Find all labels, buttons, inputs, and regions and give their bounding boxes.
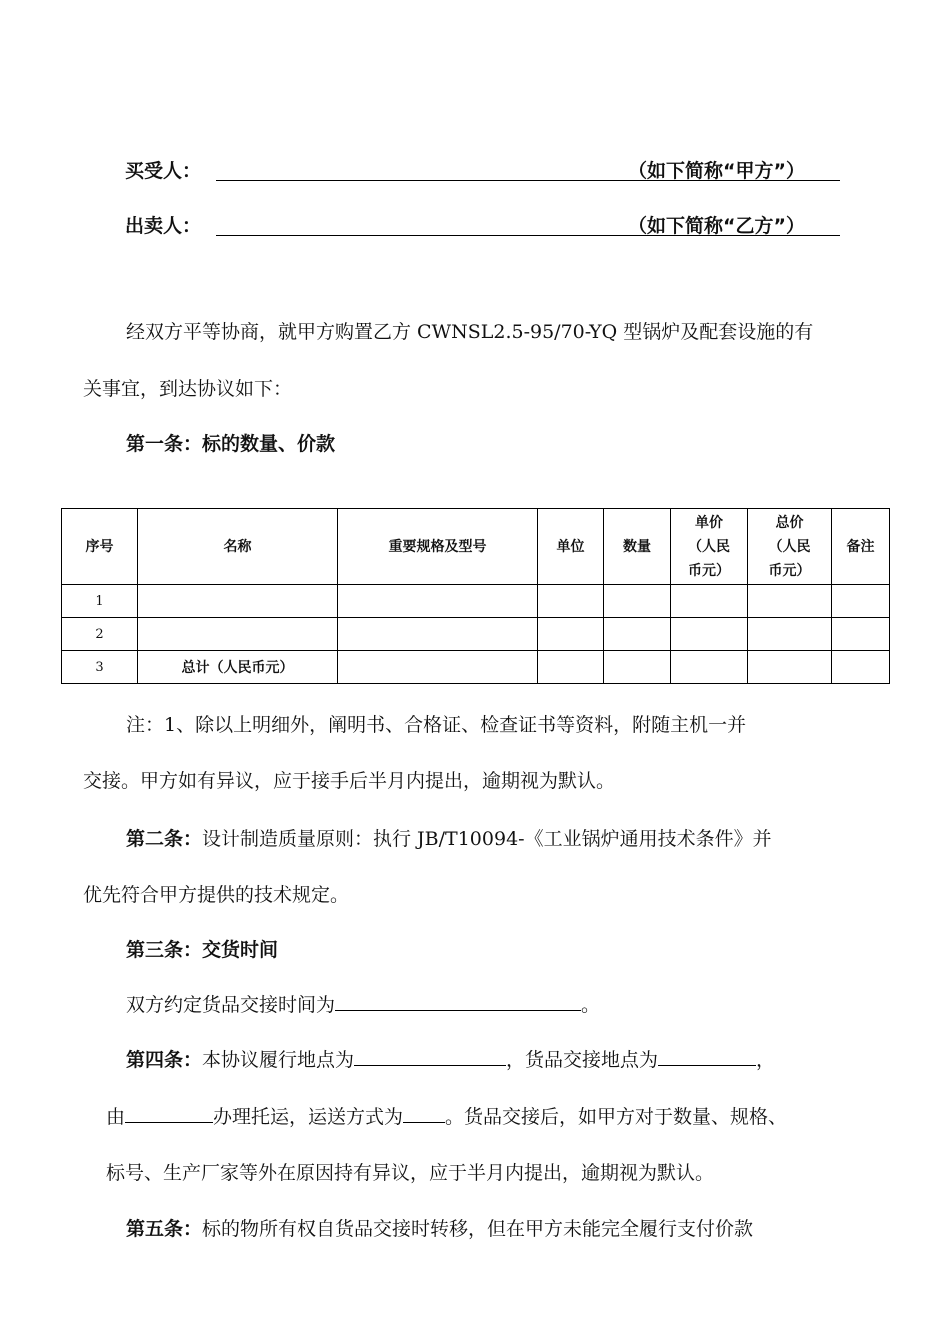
cell-unit-price[interactable] xyxy=(671,618,748,651)
article-2-label: 第二条： xyxy=(126,828,203,850)
cell-qty[interactable] xyxy=(604,585,671,618)
header-unit-price xyxy=(671,509,748,585)
header-remark: 备注 xyxy=(832,509,890,585)
article-4-line-1 xyxy=(126,1045,775,1072)
header-unit-price-line2: （人民 xyxy=(688,538,730,555)
article-4-text-2c: 。货品交接后，如甲方对于数量、规格、 xyxy=(445,1106,788,1128)
header-total-price-line3: 币元） xyxy=(768,562,811,579)
article-4-text-1b: ，货品交接地点为 xyxy=(506,1049,659,1071)
article-4-text-2a: 由 xyxy=(106,1106,126,1128)
buyer-note: （如下简称“甲方”） xyxy=(628,160,805,182)
seller-label: 出卖人： xyxy=(125,215,202,237)
article-3-line xyxy=(126,990,600,1017)
header-name: 名称 xyxy=(138,509,338,585)
cell-name[interactable] xyxy=(138,585,338,618)
delivery-time-blank[interactable] xyxy=(335,1009,581,1011)
article-3-title: 第三条：交货时间 xyxy=(126,939,279,961)
header-unit: 单位 xyxy=(538,509,604,585)
table-row xyxy=(62,585,890,618)
cell-unit[interactable] xyxy=(538,585,604,618)
cell-remark[interactable] xyxy=(832,585,890,618)
cell-spec[interactable] xyxy=(338,618,538,651)
article-3-end: 。 xyxy=(581,994,601,1016)
table-row xyxy=(62,618,890,651)
article-5-label: 第五条： xyxy=(126,1218,203,1240)
cell-seq: 1 xyxy=(62,585,138,618)
delivery-place-blank[interactable] xyxy=(658,1064,756,1066)
article-2-line-1 xyxy=(126,824,772,851)
cell-unit-price[interactable] xyxy=(671,651,748,684)
header-spec: 重要规格及型号 xyxy=(338,509,538,585)
article-2-text-1: 设计制造质量原则：执行 JB/T10094-《工业锅炉通用技术条件》并 xyxy=(202,828,772,850)
header-qty: 数量 xyxy=(604,509,671,585)
article-3-text: 双方约定货品交接时间为 xyxy=(126,994,336,1016)
header-total-price xyxy=(748,509,832,585)
article-4-line-2 xyxy=(106,1102,787,1129)
article-4-line-3: 标号、生产厂家等外在原因持有异议，应于半月内提出，逾期视为默认。 xyxy=(106,1162,715,1184)
article-5-text: 标的物所有权自货品交接时转移，但在甲方未能完全履行支付价款 xyxy=(202,1218,754,1240)
cell-remark[interactable] xyxy=(832,651,890,684)
seller-note: （如下简称“乙方”） xyxy=(628,215,805,237)
transport-method-blank[interactable] xyxy=(403,1121,445,1123)
cell-total-label: 总计（人民币元） xyxy=(138,651,338,684)
article-4-text-2b: 办理托运，运送方式为 xyxy=(213,1106,404,1128)
spec-table xyxy=(61,508,890,684)
intro-line-1: 经双方平等协商，就甲方购置乙方 CWNSL2.5-95/70-YQ 型锅炉及配套设施的有 xyxy=(126,321,814,343)
cell-spec[interactable] xyxy=(338,585,538,618)
cell-spec[interactable] xyxy=(338,651,538,684)
header-total-price-line1: 总价 xyxy=(775,514,804,531)
cell-total-price[interactable] xyxy=(748,651,832,684)
article-4-text-1c: ， xyxy=(756,1049,776,1071)
article-2-line-2: 优先符合甲方提供的技术规定。 xyxy=(83,884,350,906)
performance-place-blank[interactable] xyxy=(354,1064,506,1066)
cell-unit-price[interactable] xyxy=(671,585,748,618)
cell-unit[interactable] xyxy=(538,651,604,684)
table-row-total xyxy=(62,651,890,684)
cell-total-price[interactable] xyxy=(748,618,832,651)
cell-remark[interactable] xyxy=(832,618,890,651)
shipper-blank[interactable] xyxy=(125,1121,213,1123)
cell-qty[interactable] xyxy=(604,618,671,651)
intro-line-2: 关事宜，到达协议如下： xyxy=(83,378,293,400)
header-total-price-line2: （人民 xyxy=(768,538,811,555)
note-line-1: 注：1、除以上明细外，阐明书、合格证、检查证书等资料，附随主机一并 xyxy=(126,714,747,736)
cell-name[interactable] xyxy=(138,618,338,651)
header-unit-price-line1: 单价 xyxy=(695,514,723,531)
cell-seq: 2 xyxy=(62,618,138,651)
header-seq: 序号 xyxy=(62,509,138,585)
cell-unit[interactable] xyxy=(538,618,604,651)
cell-total-price[interactable] xyxy=(748,585,832,618)
article-4-text-1a: 本协议履行地点为 xyxy=(202,1049,355,1071)
article-1-title: 第一条：标的数量、价款 xyxy=(126,433,336,455)
article-5-line-1 xyxy=(126,1214,753,1241)
article-4-label: 第四条： xyxy=(126,1049,203,1071)
table-header-row xyxy=(62,509,890,585)
cell-qty[interactable] xyxy=(604,651,671,684)
buyer-label: 买受人： xyxy=(125,160,202,182)
header-unit-price-line3: 币元） xyxy=(688,562,730,579)
note-line-2: 交接。甲方如有异议，应于接手后半月内提出，逾期视为默认。 xyxy=(83,770,616,792)
cell-seq: 3 xyxy=(62,651,138,684)
